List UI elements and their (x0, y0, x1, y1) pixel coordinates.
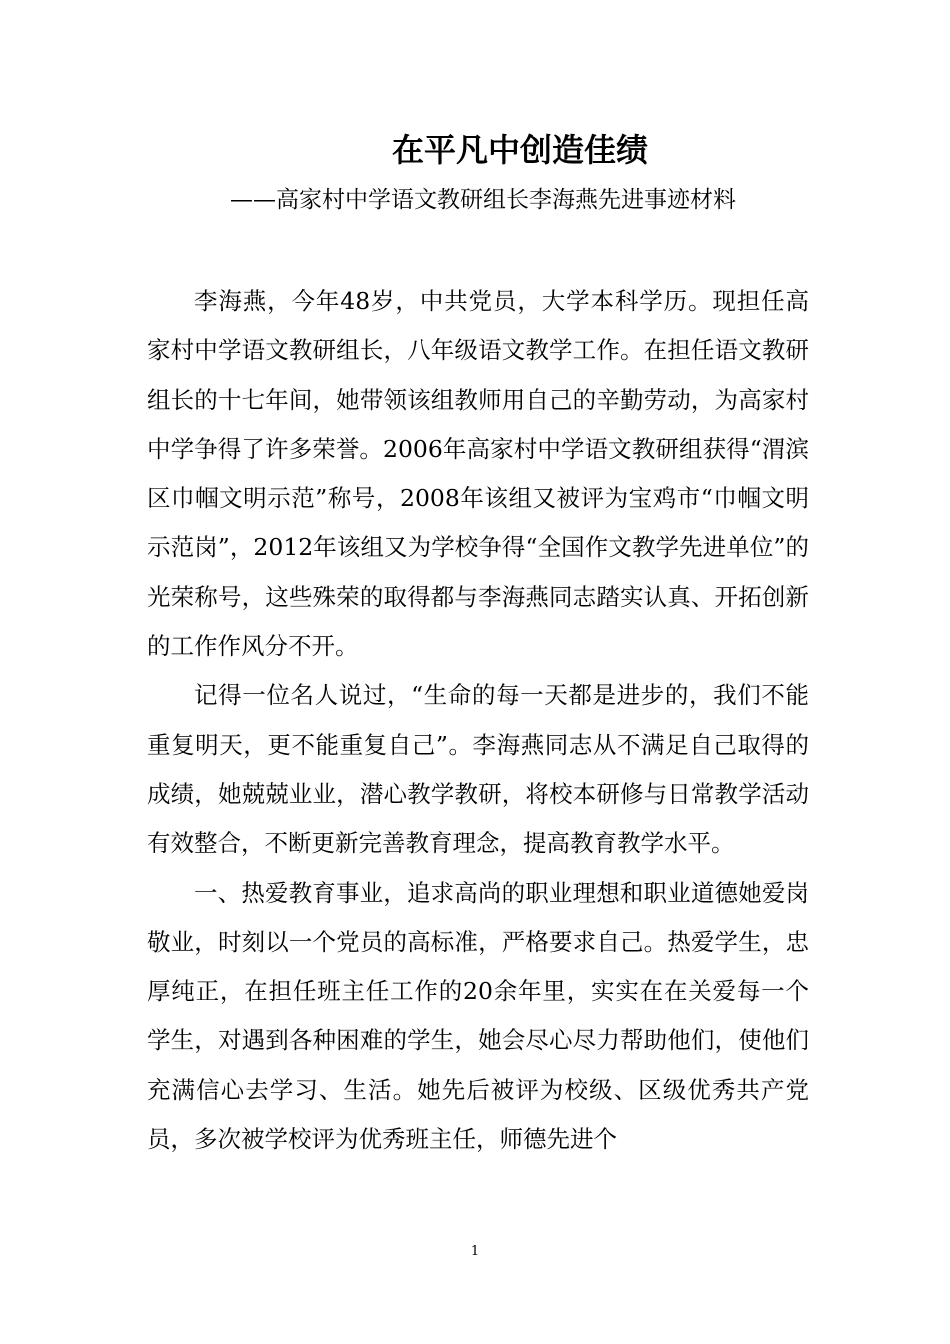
document-subtitle: ——高家村中学语文教研组长李海燕先进事迹材料 (230, 187, 736, 213)
document-title: 在平凡中创造佳绩 (391, 131, 648, 169)
paragraph: 一、热爱教育事业，追求高尚的职业理想和职业道德她爱岗敬业，时刻以一个党员的高标准，严格要求自己。热爱学生，忠厚纯正，在担任班主任工作的20余年里，实实在在关爱每一个学生，对遇到各种困难的学生，她会尽心尽力帮助他们，使他们充满信心去学习、生活。她先后被评为校级、区级优秀共产党员，多次被学校评为优秀班主任，师德先进个 (147, 878, 809, 1154)
paragraph: 李海燕，今年48岁，中共党员，大学本科学历。现担任高家村中学语文教研组长，八年级语文教学工作。在担任语文教研组长的十七年间，她带领该组教师用自己的辛勤劳动，为高家村中学争得了许多荣誉。2006年高家村中学语文教研组获得“渭滨区巾帼文明示范”称号，2008年该组又被评为宝鸡市“巾帼文明示范岗”，2012年该组又为学校争得“全国作文教学先进单位”的光荣称号，这些殊荣的取得都与李海燕同志踏实认真、开拓创新的工作作风分不开。 (147, 287, 809, 661)
page-number: 1 (470, 1244, 480, 1259)
document-body (147, 277, 809, 1164)
paragraph: 记得一位名人说过，“生命的每一天都是进步的，我们不能重复明天，更不能重复自己”。李海燕同志从不满足自己取得的成绩，她兢兢业业，潜心教学教研，将校本研修与日常教学活动有效整合，不断更新完善教育理念，提高教育教学水平。 (147, 681, 809, 858)
